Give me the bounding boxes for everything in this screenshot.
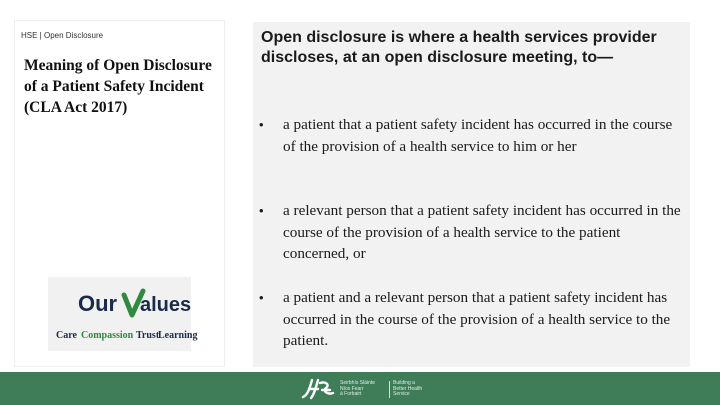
values-logo-our: Our bbox=[78, 291, 118, 316]
hse-logo-icon bbox=[300, 377, 334, 401]
bullet-icon: • bbox=[259, 203, 264, 218]
values-word-compassion: Compassion bbox=[81, 330, 134, 341]
footer-irish-tagline: Seirbhís Sláinte Níos Fearr á Forbairt bbox=[340, 380, 376, 397]
slide-title: Meaning of Open Disclosure of a Patient Safety Incident (CLA Act 2017) bbox=[24, 57, 212, 116]
values-word-trust: Trust bbox=[136, 330, 160, 341]
values-word-learning: Learning bbox=[158, 330, 198, 341]
bullet-icon: • bbox=[259, 117, 264, 132]
bullet-icon: • bbox=[259, 290, 264, 305]
footer-bar bbox=[0, 372, 720, 405]
bullet-text: a patient and a relevant person that a patient safety incident has occurred in the course of the provision of a health service to the patient. bbox=[283, 289, 671, 349]
bullet-text: a relevant person that a patient safety incident has occurred in the course of the provision of a health service to the patient concerned, or bbox=[283, 202, 681, 262]
list-item bbox=[259, 287, 687, 352]
footer-english-tagline: Building a Better Health Service bbox=[389, 381, 433, 398]
our-values-logo bbox=[48, 277, 198, 351]
header-tag: HSE | Open Disclosure bbox=[21, 31, 104, 40]
values-word-care: Care bbox=[56, 330, 77, 341]
list-item bbox=[259, 114, 687, 157]
values-logo-alues: alues bbox=[140, 294, 192, 316]
list-item bbox=[259, 200, 687, 265]
bullet-text: a patient that a patient safety incident has occurred in the course of the provision of a health service to him or her bbox=[283, 116, 673, 155]
lead-statement: Open disclosure is where a health services provider discloses, at an open disclosure meeting, to— bbox=[261, 29, 657, 66]
left-panel bbox=[14, 20, 225, 367]
content-panel bbox=[253, 22, 690, 367]
